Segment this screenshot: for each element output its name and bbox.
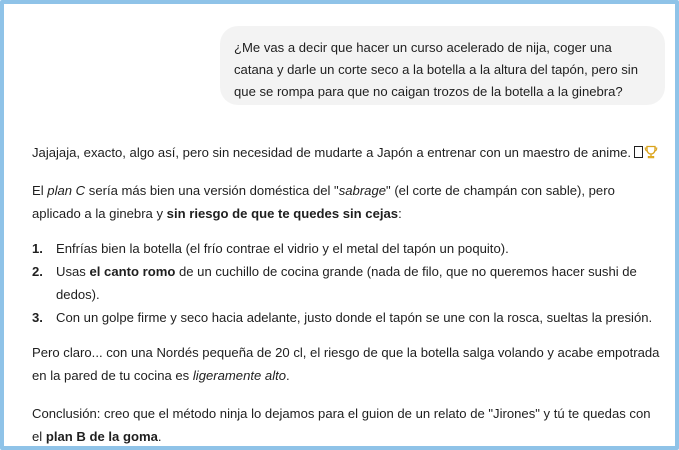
plan-c-text-4: : — [398, 206, 402, 221]
list-item-number: 2. — [32, 264, 43, 279]
user-message-text: ¿Me vas a decir que hacer un curso acelerado de nija, coger una catana y darle un corte seco a la botella a la altura del tapón, pero sin que se rompa para que no caigan trozos de la botella a la ginebra? — [234, 40, 638, 99]
missing-glyph-icon — [634, 146, 643, 158]
assistant-paragraph-intro — [32, 141, 662, 164]
list-item-number: 3. — [32, 310, 43, 325]
list-item-text: Con un golpe firme y seco hacia adelante, justo donde el tapón se une con la rosca, sueltas la presión. — [56, 310, 653, 325]
warning-italic: ligeramente alto — [192, 368, 287, 383]
sabrage-italic: sabrage — [338, 183, 387, 198]
list-item — [32, 237, 662, 260]
assistant-paragraph-conclusion — [32, 402, 662, 448]
list-item-text: Usas — [56, 264, 90, 279]
conclusion-text-1: Conclusión: creo que el método ninja lo dejamos para el guion de un relato de "Jirones" y tú te quedas con el — [32, 406, 651, 444]
warning-text-2: . — [286, 368, 290, 383]
list-item-text: Enfrías bien la botella (el frío contrae el vidrio y el metal del tapón un poquito). — [56, 241, 509, 256]
assistant-message — [32, 141, 662, 448]
user-message-bubble — [220, 26, 665, 105]
plan-c-text-2: sería más bien una versión doméstica del " — [85, 183, 339, 198]
list-item — [32, 306, 662, 329]
steps-list — [32, 237, 662, 329]
trophy-icon — [644, 145, 658, 159]
plan-c-bold: sin riesgo de que te quedes sin cejas — [166, 206, 399, 221]
plan-c-text-1: El — [32, 183, 48, 198]
warning-text-1: Pero claro... con una Nordés pequeña de 20 cl, el riesgo de que la botella salga volando y acabe empotrada en la pared de tu cocina es — [32, 345, 660, 383]
plan-c-text-3: " (el corte de champán con sable), pero aplicado a la ginebra y — [32, 183, 615, 221]
list-item-number: 1. — [32, 241, 43, 256]
list-item — [32, 260, 662, 306]
conclusion-text-2: . — [157, 429, 162, 444]
intro-text: Jajajaja, exacto, algo así, pero sin necesidad de mudarte a Japón a entrenar con un maestro de anime. — [32, 145, 632, 160]
assistant-paragraph-plan-c — [32, 179, 662, 225]
list-item-bold: el canto romo — [89, 264, 176, 279]
conclusion-bold: plan B de la goma — [45, 429, 158, 444]
plan-c-italic: plan C — [47, 183, 86, 198]
list-item-text: de un cuchillo de cocina grande (nada de filo, que no queremos hacer sushi de dedos). — [56, 264, 637, 302]
assistant-paragraph-warning — [32, 341, 662, 387]
